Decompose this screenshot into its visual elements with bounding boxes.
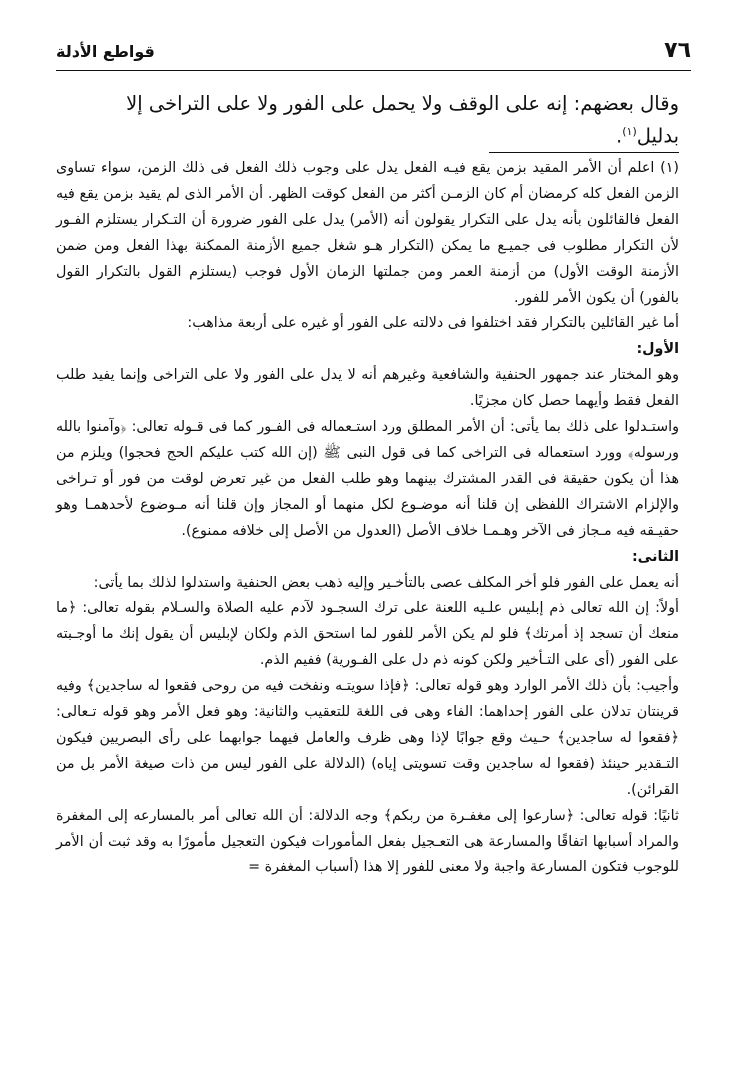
footnote-paragraph: وأجيب: بأن ذلك الأمر الوارد وهو قوله تعالى: ﴿فإذا سويتـه ونفخت فيه من روحى فقعوا له ساجدين﴾ وفيه قرينتان تدلان على الفور إحداهما: الفاء وهى فى اللغة للتعقيب والثانية: وهو فعل الأمر وهو قوله تـعالى: ﴿فقعوا له ساجدين﴾ حـيث وقع جوابًا لإذا وهى ظرف والعامل فيهما جوابهما على رأى البصريين فيكون التـقدير حينئذ (فقعوا له ساجدين وقت تسويتى إياه) (الدلالة على الفور ليس من ذات صيغة الأمر بل من القرائن). bbox=[56, 678, 679, 798]
running-title: قواطع الأدلة bbox=[56, 42, 155, 61]
footnote-paragraph: أولاً: إن الله تعالى ذم إبليس علـيه اللعنة على ترك السجـود لآدم عليه الصلاة والسـلام بقوله تعالى: ﴿ما منعك أن تسجد إذ أمرتك﴾ فلو لم يكن الأمر للفور لما استحق الذم ولكان لإبليس أن يقول إنك ما أوجـبته على الفور (أى على التـأخير ولكن كونه ذم دل على الفـورية) ففيم الذم. bbox=[56, 600, 679, 669]
main-paragraph bbox=[64, 90, 679, 151]
footnote-paragraph: أما غير القائلين بالتكرار فقد اختلفوا فى دلالته على الفور أو غيره على أربعة مذاهب: bbox=[187, 315, 679, 332]
footnote-paragraph: وهو المختار عند جمهور الحنفية والشافعية وغيرهم أنه لا يدل على الفور ولا على التراخى وإنما يفيد طلب الفعل فقط وأيهما حصل كان مجزيًا. bbox=[56, 367, 679, 410]
footnote-paragraph: واستـدلوا على ذلك بما يأتى: أن الأمر المطلق ورد استـعماله فى الفـور كما فى قـوله تعالى: ﴿وآمنوا بالله ورسوله﴾ وورد استعماله فى التراخى كما فى قول النبى ﷺ (إن الله كتب عليكم الحج فحجوا) ويلزم من هذا أن يكون حقيقة فى القدر المشترك بينهما وهو طلب الفعل من غير تعرض لوقت من فور أو تـراخى والإلزام الاشتراك اللفظى إن قلنا أنه موضـوع لكل منهما أو المجاز وإن قلنا أنه مـوضوع لأحدهمـا وهو حقيـقه فيه مـجاز فى الآخر وهـمـا خلاف الأصل (العدول من الأصل إلى خلافه ممنوع). bbox=[56, 419, 679, 539]
main-text: وقال بعضهم: إنه على الوقف ولا يحمل على الفور ولا على التراخى إلا بدليل bbox=[126, 92, 679, 148]
footnote-reference: (١) bbox=[622, 125, 637, 138]
footnote-paragraph: ثانيًا: قوله تعالى: ﴿سارعوا إلى مغفـرة من ربكم﴾ وجه الدلالة: أن الله تعالى أمر بالمسارعه إلى المغفرة والمراد أسبابها اتفاقًا والمسارعة هى التعـجيل بفعل المأمورات فيكون التعجيل مأمورًا به وقد ثبت أن الأمر للوجوب فتكون المسارعة واجبة ولا معنى للفور إلا هذا (أسباب المغفرة = bbox=[56, 807, 679, 876]
footnote-heading: الأول: bbox=[636, 341, 679, 358]
footnote-divider bbox=[489, 152, 679, 153]
page-header bbox=[56, 36, 691, 71]
footnote-paragraph: أنه يعمل على الفور فلو أخر المكلف عصى بالتأخـير وإليه ذهب بعض الحنفية واستدلوا لذلك بما يأتى: bbox=[93, 574, 679, 591]
page-number: ٧٦ bbox=[664, 38, 691, 63]
footnotes bbox=[56, 156, 679, 881]
footnote-paragraph: (١) اعلم أن الأمر المقيد بزمن يقع فيـه الفعل يدل على وجوب ذلك الفعل فى ذلك الزمن، سواء تساوى الزمن الفعل كله كرمضان أم كان الزمـن أكثر من الفعل كوقت الظهر. أن الأمر الذى لم يقيد بزمن يقع فيه الفعل فالقائلون بأنه يدل على التكرار يقولون أنه (الأمر) يدل على الفور ضرورة أن التـكرار يستلزم الفـور لأن التكرار مطلوب فى جميـع ما يمكن (التكرار هـو شغل جميع الأزمنة الممكنة بهذا الفعل ومن ضمن الأزمنة الوقت الأول) من أزمنة العمر ومن جملتها الزمان الأول فوجب (يستلزم القول بالتكرار القول بالفور) أن يكون الأمر للفور. bbox=[56, 160, 679, 306]
footnote-heading: الثانى: bbox=[631, 548, 679, 565]
main-text-end: . bbox=[616, 124, 623, 148]
